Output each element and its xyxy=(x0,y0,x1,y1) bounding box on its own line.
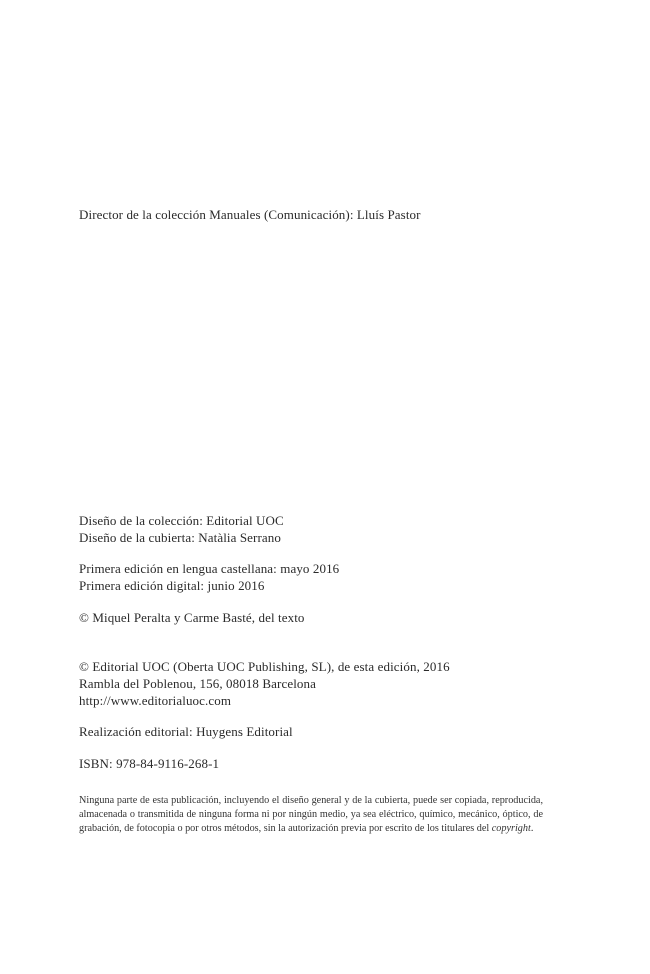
first-edition-castilian: Primera edición en lengua castellana: mayo 2016 xyxy=(79,561,340,576)
isbn: ISBN: 978-84-9116-268-1 xyxy=(79,756,220,771)
publisher-address: Rambla del Poblenou, 156, 08018 Barcelona xyxy=(79,676,316,691)
legal-notice xyxy=(79,794,543,835)
editorial-realization: Realización editorial: Huygens Editorial xyxy=(79,724,293,739)
collection-design-credit: Diseño de la colección: Editorial UOC xyxy=(79,513,284,528)
legal-notice-copyright-word: copyright xyxy=(491,822,531,834)
legal-notice-end: . xyxy=(530,822,534,834)
collection-director: Director de la colección Manuales (Comunicación): Lluís Pastor xyxy=(79,207,421,222)
cover-design-credit: Diseño de la cubierta: Natàlia Serrano xyxy=(79,530,281,545)
legal-notice-main: Ninguna parte de esta publicación, incluyendo el diseño general y de la cubierta, puede ser copiada, reproducida, almacenada o transmitida de ninguna forma ni por ningún medio, ya sea eléctrico, químico, mecánico, óptico, de grabación, de fotocopia o por otros métodos, sin la autorización previa por escrito de los titulares del xyxy=(79,795,543,834)
first-edition-digital: Primera edición digital: junio 2016 xyxy=(79,578,265,593)
text-copyright: © Miquel Peralta y Carme Basté, del texto xyxy=(79,610,305,625)
publisher-website: http://www.editorialuoc.com xyxy=(79,693,232,708)
edition-copyright: © Editorial UOC (Oberta UOC Publishing, SL), de esta edición, 2016 xyxy=(79,659,450,674)
